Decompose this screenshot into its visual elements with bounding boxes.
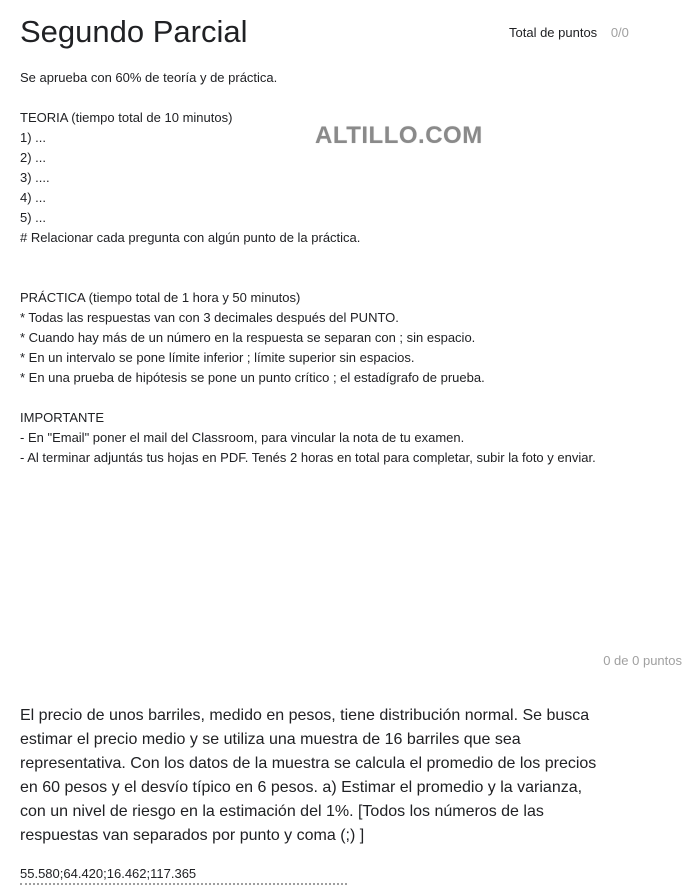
importante-title: IMPORTANTE xyxy=(20,410,105,425)
importante-item: - En "Email" poner el mail del Classroom, para vincular la nota de tu examen. xyxy=(20,430,465,445)
practica-item: * Cuando hay más de un número en la respuesta se separan con ; sin espacio. xyxy=(20,330,476,345)
question-points: 0 de 0 puntos xyxy=(603,653,682,668)
teoria-item: 2) ... xyxy=(20,150,47,165)
total-points-label: Total de puntos xyxy=(509,25,598,40)
practica-title: PRÁCTICA (tiempo total de 1 hora y 50 minutos) xyxy=(20,290,301,305)
question-line: respuestas van separados por punto y coma (;) ] xyxy=(20,827,365,844)
question-line: estimar el precio medio y se utiliza una muestra de 16 barriles que sea xyxy=(20,731,521,748)
teoria-note: # Relacionar cada pregunta con algún punto de la práctica. xyxy=(20,230,361,245)
answer-field[interactable]: 55.580;64.420;16.462;117.365 xyxy=(20,866,197,881)
teoria-item: 3) .... xyxy=(20,170,50,185)
question-line: con un nivel de riesgo en la estimación del 1%. [Todos los números de las xyxy=(20,803,544,820)
importante-item: - Al terminar adjuntás tus hojas en PDF. Tenés 2 horas en total para completar, subir la foto y enviar. xyxy=(20,450,596,465)
watermark: ALTILLO.COM xyxy=(315,122,483,149)
total-points xyxy=(509,25,629,41)
question-line: en 60 pesos y el desvío típico en 6 pesos. a) Estimar el promedio y la varianza, xyxy=(20,779,583,796)
question-text xyxy=(20,704,620,848)
answer-underline xyxy=(20,883,347,885)
teoria-item: 4) ... xyxy=(20,190,47,205)
total-points-score: 0/0 xyxy=(610,25,629,40)
intro-text: Se aprueba con 60% de teoría y de práctica. xyxy=(20,70,278,85)
practica-item: * Todas las respuestas van con 3 decimales después del PUNTO. xyxy=(20,310,399,325)
teoria-title: TEORIA (tiempo total de 10 minutos) xyxy=(20,110,233,125)
practica-item: * En un intervalo se pone límite inferior ; límite superior sin espacios. xyxy=(20,350,415,365)
teoria-item: 5) ... xyxy=(20,210,47,225)
teoria-item: 1) ... xyxy=(20,130,47,145)
question-line: El precio de unos barriles, medido en pesos, tiene distribución normal. Se busca xyxy=(20,707,590,724)
question-line: representativa. Con los datos de la muestra se calcula el promedio de los precios xyxy=(20,755,597,772)
form-title: Segundo Parcial xyxy=(20,14,248,49)
practica-item: * En una prueba de hipótesis se pone un punto crítico ; el estadígrafo de prueba. xyxy=(20,370,485,385)
